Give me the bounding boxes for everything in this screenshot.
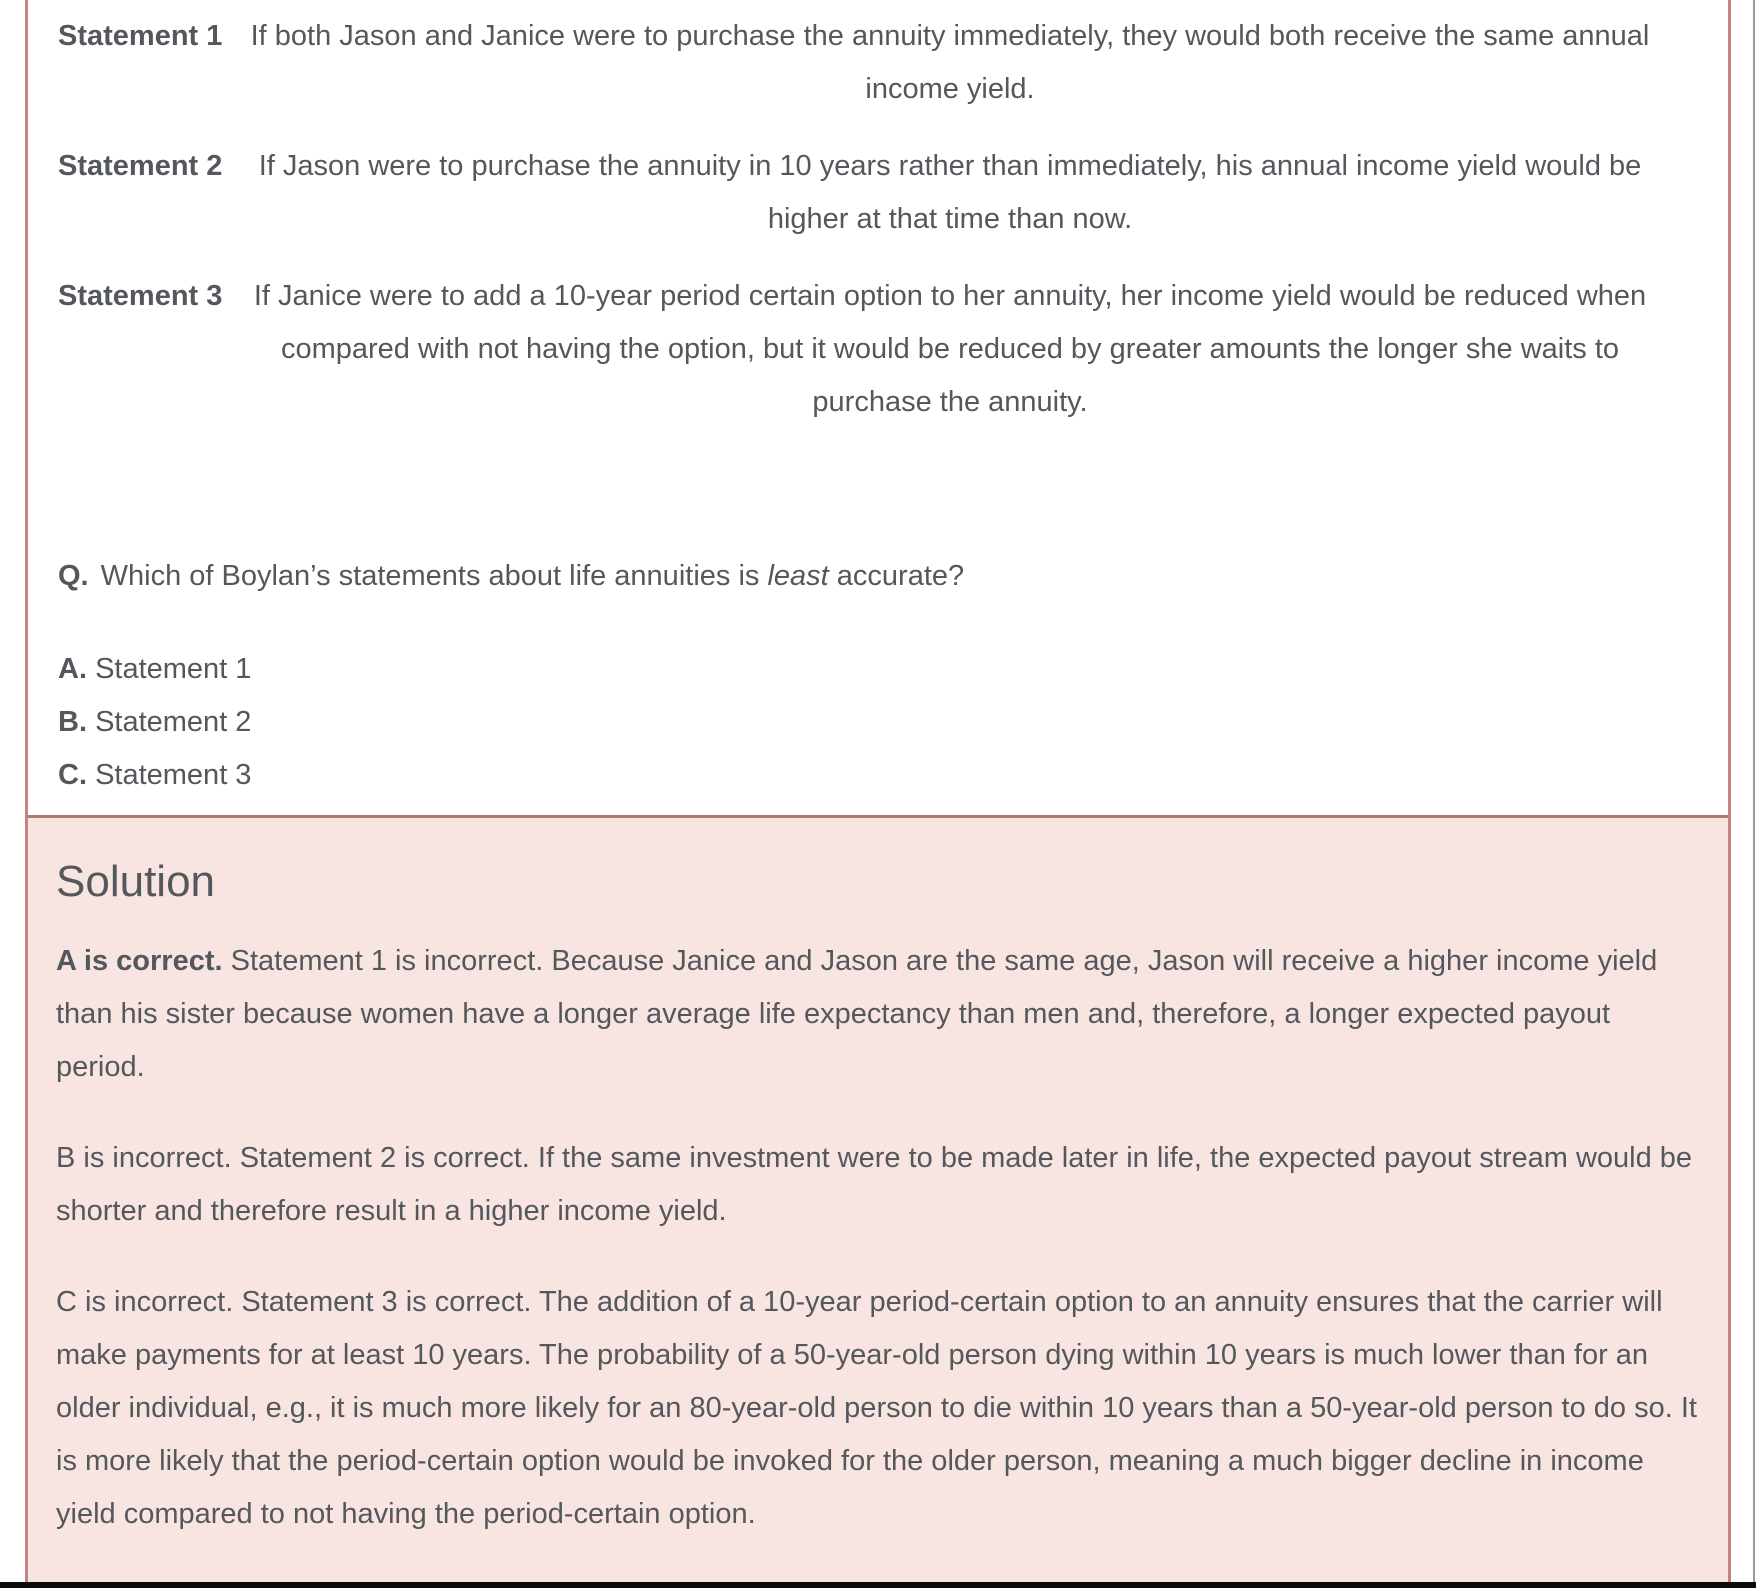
solution-answer-explanation: Statement 1 is incorrect. Because Janice and Jason are the same age, Jason will receive a higher income yield than his sister because women have a longer average life expectancy than men and, therefore, a longer expected payout period. <box>56 945 1658 1083</box>
choice-letter: C. <box>58 759 87 791</box>
choice-row-b <box>58 696 1700 749</box>
statement-label: Statement 3 <box>58 280 223 312</box>
solution-paragraph: B is incorrect. Statement 2 is correct. If the same investment were to be made later in life, the expected payout stream would be shorter and therefore result in a higher income yield. <box>56 1142 1693 1227</box>
statement-text: If Jason were to purchase the annuity in 10 years rather than immediately, his annual income yield would be higher at that time than now. <box>258 150 1642 235</box>
question-section <box>28 0 1728 815</box>
choice-letter: A. <box>58 653 87 685</box>
question-text <box>58 550 1700 603</box>
choice-label: Statement 3 <box>95 759 252 791</box>
statement-label: Statement 2 <box>58 150 223 182</box>
statement-row <box>58 140 1700 246</box>
statement-text: If both Jason and Janice were to purchase the annuity immediately, they would both receive the same annual income yield. <box>250 20 1650 105</box>
choice-row-a <box>58 643 1700 696</box>
statements-block <box>58 10 1700 429</box>
question-body-end: accurate? <box>828 560 965 592</box>
question-card <box>25 0 1731 1582</box>
solution-section <box>28 815 1728 1582</box>
question-prefix: Q. <box>58 560 89 592</box>
statement-row <box>58 270 1700 429</box>
window-right-edge-line <box>1753 0 1755 1582</box>
solution-heading: Solution <box>56 857 216 906</box>
question-italic-word: least <box>767 560 829 592</box>
window-bottom-edge <box>0 1582 1756 1588</box>
statement-label: Statement 1 <box>58 20 223 52</box>
question-body: Which of Boylan’s statements about life annuities is <box>100 560 768 592</box>
choice-letter: B. <box>58 706 87 738</box>
choices-list <box>58 643 1700 802</box>
solution-answer-verdict: A is correct. <box>56 945 223 977</box>
statement-text: If Janice were to add a 10-year period certain option to her annuity, her income yield would be reduced when compared with not having the option, but it would be reduced by greater amounts the longer she waits to purchase the annuity. <box>253 280 1647 418</box>
statement-row <box>58 10 1700 116</box>
solution-paragraph: C is incorrect. Statement 3 is correct. The addition of a 10-year period-certain option to an annuity ensures that the carrier will make payments for at least 10 years. The probability of a 50-year-old person dying within 10 years is much lower than for an older individual, e.g., it is much more likely for an 80-year-old person to die within 10 years than a 50-year-old person to do so. It is more likely that the period-certain option would be invoked for the older person, meaning a much bigger decline in income yield compared to not having the period-certain option. <box>56 1286 1697 1530</box>
solution-answer-paragraph <box>56 935 1700 1094</box>
choice-label: Statement 2 <box>95 706 252 738</box>
choice-row-c <box>58 749 1700 802</box>
choice-label: Statement 1 <box>95 653 252 685</box>
